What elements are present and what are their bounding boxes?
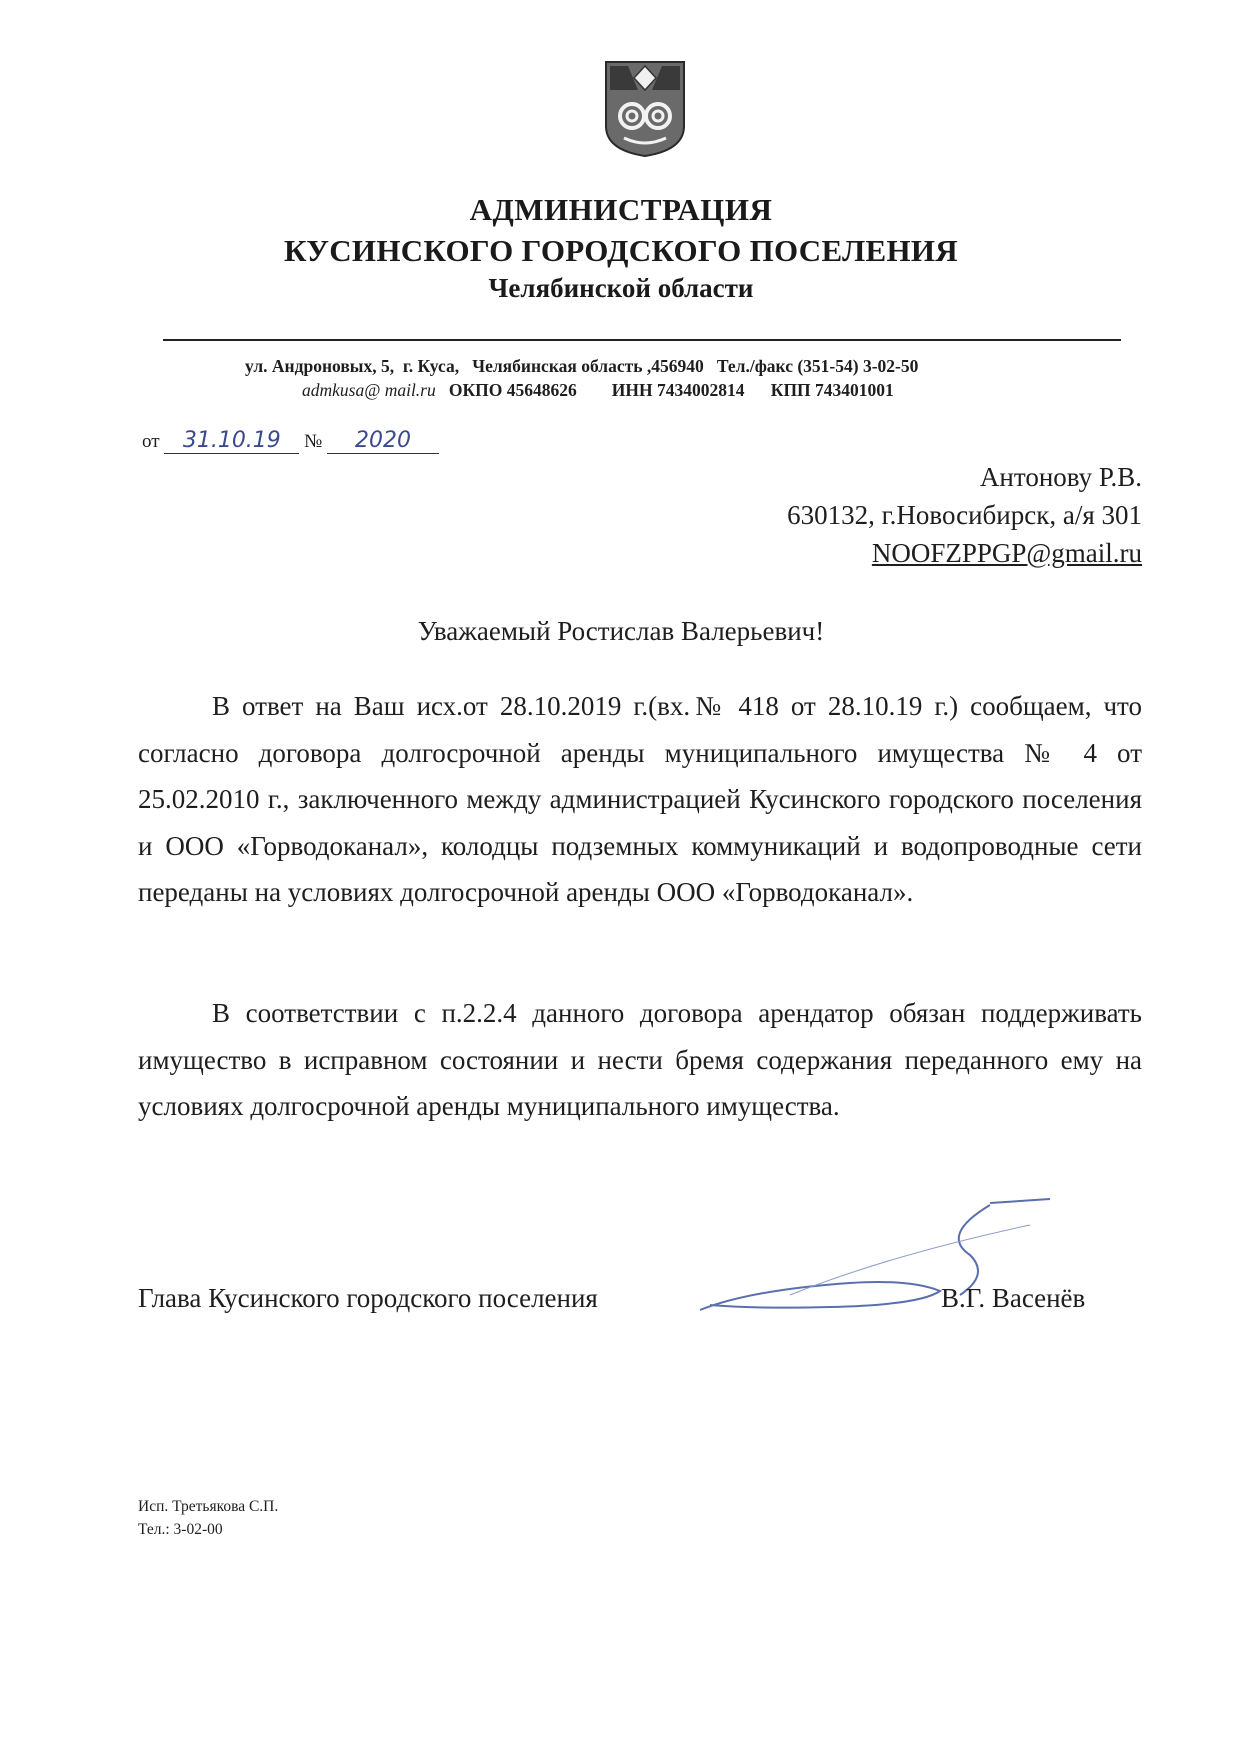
recipient-name: Антонову Р.В. [979,462,1142,492]
organization-name: КУСИНСКОГО ГОРОДСКОГО ПОСЕЛЕНИЯ [284,233,958,268]
body-paragraph: В ответ на Ваш исх.от 28.10.2019 г.(вх.№ 418 от 28.10.19 г.) сообщаем, что согласно договора долгосрочной аренды муниципального имущества № 4 от 25.02.2010 г., заключенного между администрацией Кусинского городского поселения и ООО «Горводоканал», колодцы подземных коммуникаций и водопроводные сети переданы на условиях долгосрочной аренды ООО «Горводоканал». [138,691,1142,907]
ref-number-label: № [304,431,323,452]
signer-name: В.Г. Васенёв [941,1283,1086,1313]
organization-address: ул. Андроновых, 5, г. Куса, Челябинская область ,456940 Тел./факс (351-54) 3-02-50 [245,356,919,376]
ref-number: 2020 [354,428,411,453]
organization-codes [302,380,894,401]
organization-region: Челябинской области [488,273,754,303]
header-divider [163,339,1121,341]
kpp-code: КПП 743401001 [770,380,894,400]
ref-from-label: от [142,431,160,452]
recipient-email: NOOFZPPGP@gmail.ru [871,538,1142,568]
document-reference [142,428,439,454]
executor-name: Исп. Третьякова С.П. [138,1498,279,1515]
salutation: Уважаемый Ростислав Валерьевич! [417,616,825,646]
recipient-address: 630132, г.Новосибирск, а/я 301 [787,500,1142,530]
executor-phone: Тел.: 3-02-00 [138,1521,223,1538]
organization-email: admkusa@ mail.ru [302,380,436,400]
ref-date: 31.10.19 [182,428,281,453]
inn-code: ИНН 7434002814 [611,380,745,400]
coat-of-arms-icon [604,60,686,158]
okpo-code: ОКПО 45648626 [448,380,577,400]
body-paragraph: В соответствии с п.2.2.4 данного договора арендатор обязан поддерживать имущество в исправном состоянии и нести бремя содержания переданного ему на условиях долгосрочной аренды муниципального имущества. [138,998,1142,1121]
signer-position: Глава Кусинского городского поселения [138,1283,598,1313]
organization-title: АДМИНИСТРАЦИЯ [469,192,773,227]
